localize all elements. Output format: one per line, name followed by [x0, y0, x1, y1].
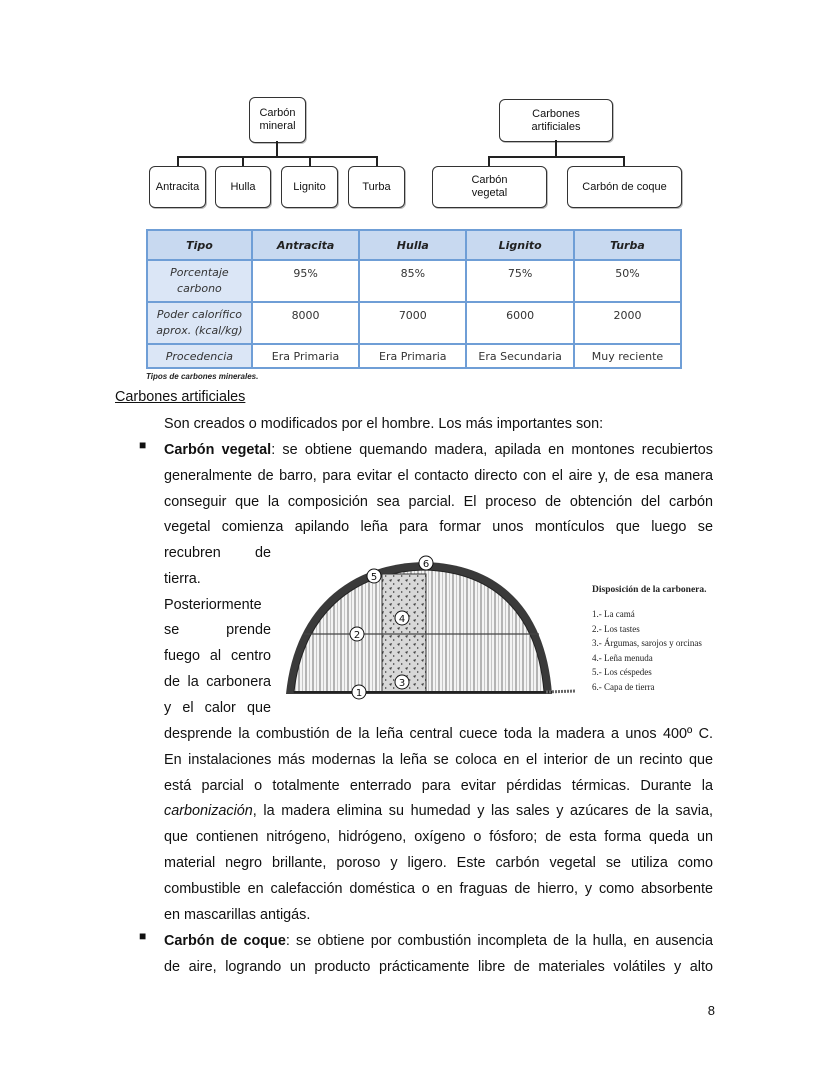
diagram-root-artificiales: Carbones artificiales	[499, 99, 613, 142]
diagram-connector	[309, 156, 311, 166]
text-line: tierra.	[164, 570, 201, 587]
diagram-node-antracita: Antracita	[149, 166, 206, 208]
bullet1-narrow-text	[164, 541, 271, 722]
text-line: generalmente de barro, para evitar el contacto directo con el aire y, de esa manera	[164, 467, 713, 484]
page-number: 8	[707, 1003, 715, 1018]
table-row	[147, 260, 681, 302]
diagram-connector	[242, 156, 244, 166]
diagram-connector	[555, 140, 557, 157]
text-line: Posteriormente	[164, 596, 262, 613]
diagram-connector	[488, 156, 624, 158]
legend-item: 4.- Leña menuda	[592, 652, 653, 663]
text-line: se prende	[164, 622, 271, 639]
figure-title: Disposición de la carbonera.	[592, 585, 707, 595]
table-cell: Era Secundaria	[466, 344, 574, 368]
diagram-connector	[276, 141, 278, 157]
diagram-root-mineral: Carbón mineral	[249, 97, 306, 143]
table-header-cell: Turba	[574, 230, 681, 260]
text-line: material negro brillante, poroso y ligero. Este carbón vegetal se utiliza como	[164, 854, 713, 871]
text-line: desprende la combustión de la leña central cuece toda la madera a unos 400º C.	[164, 726, 713, 742]
bullet-marker: ■	[139, 438, 147, 452]
diagram-node-carbon-coque: Carbón de coque	[567, 166, 682, 208]
figure-marker-3: 3	[398, 678, 406, 689]
carbonera-figure	[284, 554, 584, 704]
legend-item: 3.- Árgumas, sarojos y orcinas	[592, 638, 702, 648]
bullet1-text	[164, 438, 713, 541]
table-caption: Tipos de carbones minerales.	[146, 372, 259, 381]
text-line: en mascarillas antigás.	[164, 906, 311, 923]
table-cell: 7000	[359, 302, 466, 344]
table-row	[147, 302, 681, 344]
diagram-connector	[177, 156, 179, 166]
text-line: vegetal comienza apilando leña para formar unos montículos que luego se	[164, 519, 713, 536]
table-row-label: Poder calorífico aprox. (kcal/kg)	[147, 302, 252, 344]
italic-term: carbonización	[164, 803, 253, 820]
legend-item: 6.- Capa de tierra	[592, 681, 655, 692]
text-line: recubren de	[164, 545, 271, 561]
intro-paragraph: Son creados o modificados por el hombre. Los más importantes son:	[164, 416, 604, 432]
text-line: que contienen nitrógeno, hidrógeno, oxígeno o fósforo; de esta forma queda un	[164, 829, 713, 846]
table-cell: 75%	[466, 260, 574, 302]
text-line: combustible en calefacción doméstica o en fraguas de hierro, y como absorbente	[164, 880, 713, 897]
table-cell: 50%	[574, 260, 681, 302]
table-cell: 8000	[252, 302, 359, 344]
text-line: carbonización, la madera elimina su humedad y las sales y azúcares de la savia,	[164, 803, 713, 820]
table-header-cell: Hulla	[359, 230, 466, 260]
diagram-connector	[177, 156, 377, 158]
text-line: está parcial o totalmente enterrado para evitar pérdidas térmicas. Durante la	[164, 777, 713, 794]
bullet2-term: Carbón de coque	[164, 933, 286, 949]
table-cell: 2000	[574, 302, 681, 344]
text-line-rest: : se obtiene por combustión incompleta de la hulla, en ausencia	[285, 933, 713, 949]
table-cell: Muy reciente	[574, 344, 681, 368]
text-line: En instalaciones más modernas la leña se coloca en el interior de un recinto que	[164, 751, 713, 768]
text-line: de la carbonera	[164, 673, 271, 690]
bullet-marker: ■	[139, 929, 147, 943]
text-line: de aire, logrando un producto prácticamente libre de materiales volátiles y alto	[164, 958, 713, 975]
table-cell: 85%	[359, 260, 466, 302]
table-header-cell: Lignito	[466, 230, 574, 260]
diagram-connector	[376, 156, 378, 166]
diagram-node-lignito: Lignito	[281, 166, 338, 208]
text-line: fuego al centro	[164, 648, 271, 665]
legend-item: 2.- Los tastes	[592, 623, 640, 634]
table-header-cell: Antracita	[252, 230, 359, 260]
text-line: conseguir que la composición sea parcial. El proceso de obtención del carbón	[164, 493, 713, 510]
table-header-row	[147, 230, 681, 260]
section-heading: Carbones artificiales	[115, 389, 246, 405]
figure-marker-6: 6	[422, 559, 430, 570]
table-cell: 95%	[252, 260, 359, 302]
text-line	[164, 929, 713, 955]
diagram-node-carbon-vegetal: Carbón vegetal	[432, 166, 547, 208]
bullet1-continuation	[164, 722, 713, 928]
table-row-label: Procedencia	[147, 344, 252, 368]
legend-item: 1.- La camá	[592, 609, 635, 619]
table-cell: Era Primaria	[252, 344, 359, 368]
figure-marker-5: 5	[370, 572, 378, 583]
table-row-label: Porcentaje carbono	[147, 260, 252, 302]
table-row	[147, 344, 681, 368]
diagram-connector	[488, 156, 490, 166]
diagram-connector	[623, 156, 625, 166]
bullet2-text	[164, 929, 713, 981]
coal-types-table	[146, 229, 682, 369]
table-header-cell: Tipo	[147, 230, 252, 260]
figure-legend	[592, 584, 732, 694]
diagram-node-turba: Turba	[348, 166, 405, 208]
table-cell: 6000	[466, 302, 574, 344]
carbonera-illustration	[284, 554, 584, 704]
figure-marker-2: 2	[353, 630, 361, 641]
figure-marker-4: 4	[398, 614, 406, 625]
text-line-rest: : se obtiene quemando madera, apilada en montones recubiertos	[271, 442, 713, 458]
legend-item: 5.- Los céspedes	[592, 667, 652, 677]
text-line: y el calor que	[164, 699, 271, 716]
diagram-node-hulla: Hulla	[215, 166, 271, 208]
bullet1-term: Carbón vegetal	[164, 442, 272, 458]
figure-marker-1: 1	[355, 688, 363, 699]
text-line	[164, 438, 713, 464]
table-cell: Era Primaria	[359, 344, 466, 368]
